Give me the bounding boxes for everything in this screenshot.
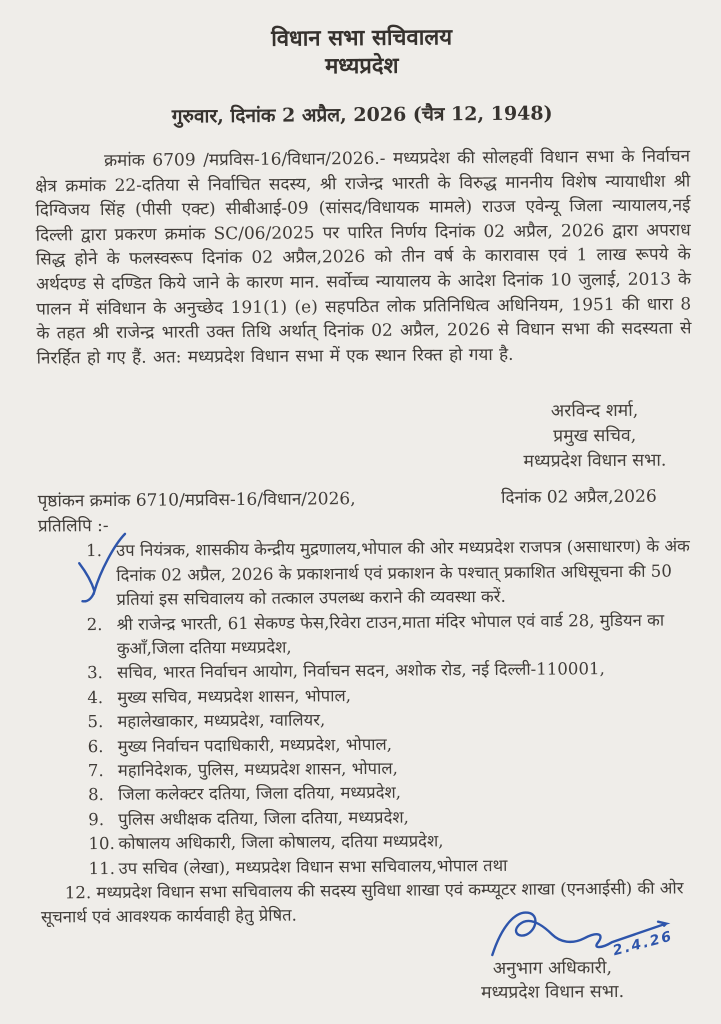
- copy-item-text: उप सचिव (लेखा), मध्यप्रदेश विधान सभा सचिवालय,भोपाल तथा: [118, 855, 508, 878]
- copy-item-text: मुख्य सचिव, मध्यप्रदेश शासन, भोपाल,: [117, 685, 352, 707]
- endorsement-number: पृष्ठांकन क्रमांक 6710/मप्रविस-16/विधान/2026,: [37, 489, 356, 512]
- copy-recipient-list: [38, 535, 696, 882]
- notification-paragraph: क्रमांक 6709 /मप्रविस-16/विधान/2026.- मध्यप्रदेश की सोलहवीं विधान सभा के निर्वाचन क्षेत्र क्रमांक 22-दतिया से निर्वाचित सदस्य, श्री राजेन्द्र भारती के विरुद्ध माननीय विशेष न्यायाधीश श्री दिग्विजय सिंह (पीसी एक्ट) सीबीआई-09 (सांसद/विधायक मामले) राउज एवेन्यू जिला न्यायालय,नई दिल्ली द्वारा प्रकरण क्रमांक SC/06/2025 पर पारित निर्णय दिनांक 02 अप्रैल, 2026 द्वारा अपराध सिद्ध होने के फलस्वरूप दिनांक 02 अप्रैल,2026 को तीन वर्ष के कारावास एवं 1 लाख रूपये के अर्थदण्ड से दण्डित किये जाने के कारण मान. सर्वोच्च न्यायालय के आदेश दिनांक 10 जुलाई, 2013 के पालन में संविधान के अनुच्छेद 191(1) (e) सहपठित लोक प्रतिनिधित्व अधिनियम, 1951 की धारा 8 के तहत श्री राजेन्द्र भारती उक्त तिथि अर्थात् दिनांक 02 अप्रैल, 2026 से विधान सभा की सदस्यता से निरर्हित हो गए हैं. अत: मध्यप्रदेश विधान सभा में एक स्थान रिक्त हो गया है.: [35, 146, 692, 369]
- copy-item-number: 9.: [88, 809, 105, 829]
- copy-item-text: महालेखाकार, मध्यप्रदेश, ग्वालियर,: [117, 710, 326, 732]
- footer-signatory-designation: अनुभाग अधिकारी,: [492, 957, 613, 979]
- endorsement-row: [38, 485, 693, 514]
- footer-signatory-block: [434, 928, 676, 1005]
- copy-item-text: श्री राजेन्द्र भारती, 61 सेकण्ड फेस,रिवेरा टाउन,माता मंदिर भोपाल एवं वार्ड 28, मुडियन का कुऑं,जिला दतिया मध्यप्रदेश,: [116, 610, 665, 658]
- org-title-line1: विधान सभा सचिवालय: [271, 24, 453, 52]
- footer-signatory-organization: मध्यप्रदेश विधान सभा.: [481, 981, 625, 1003]
- copy-recipient-item: [38, 535, 694, 613]
- signatory-designation: प्रमुख सचिव,: [553, 426, 637, 447]
- endorsement-date: दिनांक 02 अप्रैल,2026: [501, 487, 657, 509]
- copy-item-text: सचिव, भारत निर्वाचन आयोग, निर्वाचन सदन, अशोक रोड, नई दिल्ली-110001,: [117, 659, 605, 683]
- handwritten-date-annotation: 2.4.26: [611, 928, 676, 960]
- copy-item-text: महानिदेशक, पुलिस, मध्यप्रदेश शासन, भोपाल,: [117, 758, 398, 780]
- copy-item-number: 3.: [87, 663, 104, 683]
- copy-item-text: मुख्य निर्वाचन पदाधिकारी, मध्यप्रदेश, भोपाल,: [117, 734, 393, 756]
- copy-item-number: 10.: [88, 834, 115, 854]
- copy-item-number: 4.: [87, 687, 104, 707]
- copy-item-number: 8.: [87, 785, 104, 805]
- copy-item-number: 1.: [86, 539, 117, 612]
- letter-date-line: गुरुवार, दिनांक 2 अप्रैल, 2026 (चैत्र 12, 1948): [171, 102, 553, 128]
- copy-item-number: 5.: [87, 712, 104, 732]
- copy-item-text: पुलिस अधीक्षक दतिया, जिला दतिया, मध्यप्रदेश,: [118, 807, 409, 829]
- copy-item-text: जिला कलेक्टर दतिया, जिला दतिया, मध्यप्रदेश,: [117, 783, 402, 805]
- copy-item-text: उप नियंत्रक, शासकीय केन्द्रीय मुद्रणालय,भोपाल की ओर मध्यप्रदेश राजपत्र (असाधारण) के अंक दिनांक 02 अप्रैल, 2026 के प्रकाशनार्थ एवं प्रकाशन के पश्चात् प्रकाशित अधिसूचना की 50 प्रतियां इस सचिवालय को तत्काल उपलब्ध कराने की व्यवस्था करें.: [116, 536, 690, 610]
- copy-recipient-item: [39, 608, 694, 662]
- copy-item-number: 6.: [87, 736, 104, 756]
- signatory-block: [523, 399, 667, 475]
- signatory-organization: मध्यप्रदेश विधान सभा.: [523, 450, 667, 473]
- org-title-line2: मध्यप्रदेश: [325, 52, 399, 80]
- copy-item-number: 7.: [87, 761, 104, 781]
- letter-content: [34, 21, 697, 1008]
- copy-recipient-item-12: 12. मध्यप्रदेश विधान सभा सचिवालय की सदस्य सुविधा शाखा एवं कम्प्यूटर शाखा (एनआईसी) की ओर सूचनार्थ एवं आवश्यक कार्यवाही हेतु प्रेषित.: [40, 878, 684, 927]
- copy-item-number: 11.: [88, 858, 116, 878]
- signatory-name: अरविन्द शर्मा,: [550, 401, 639, 422]
- copy-to-label: प्रतिलिपि :-: [37, 516, 109, 537]
- copy-item-text: कोषालय अधिकारी, जिला कोषालय, दतिया मध्यप्रदेश,: [118, 831, 444, 854]
- copy-item-number: 2.: [86, 614, 103, 634]
